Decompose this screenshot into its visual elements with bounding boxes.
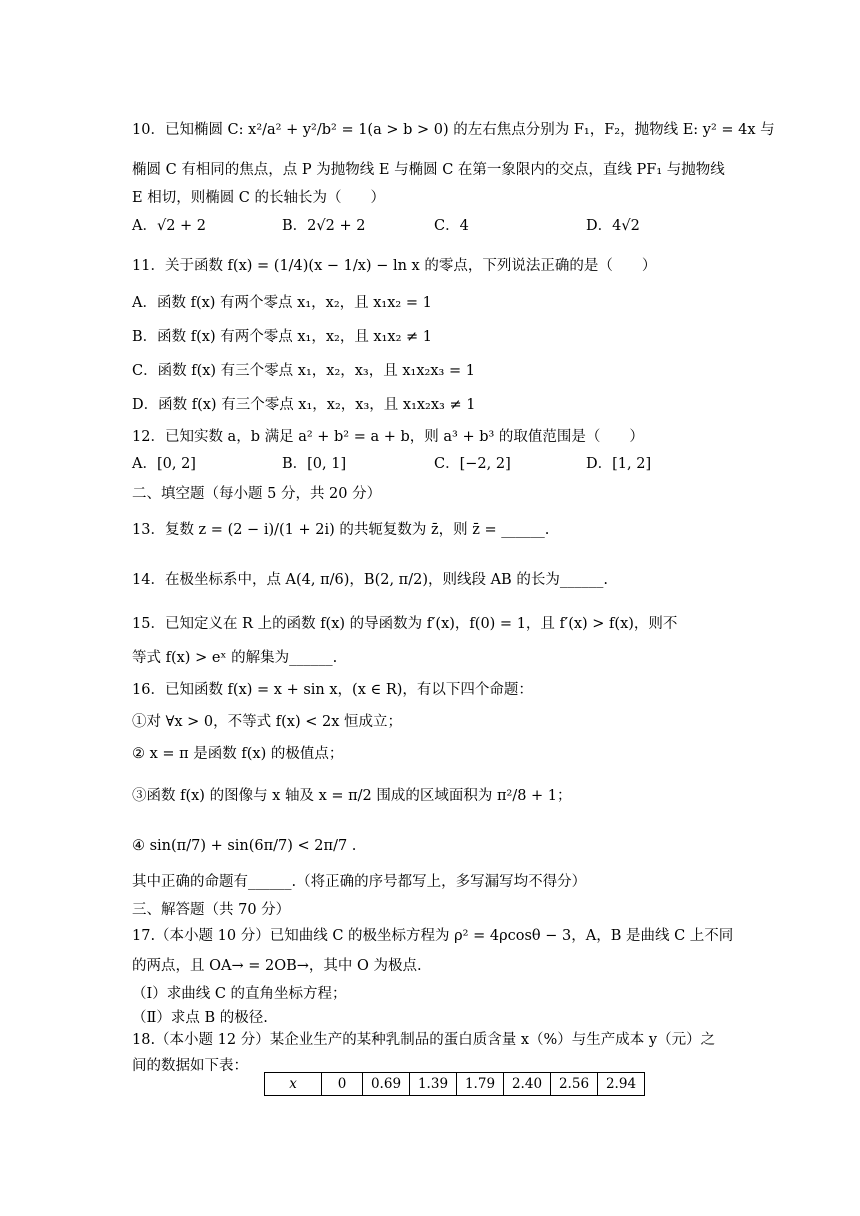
text-line: 12．已知实数 a，b 满足 a² + b² = a + b，则 a³ + b³ 的取值范围是（ ）: [132, 429, 644, 445]
text-line: ①对 ∀x > 0，不等式 f(x) < 2x 恒成立；: [132, 714, 402, 730]
q10-option-b: B．2√2 + 2: [282, 218, 366, 234]
text-line: 其中正确的命题有______.（将正确的序号都写上，多写漏写均不得分）: [132, 874, 587, 890]
table-cell: 2.94: [598, 1073, 645, 1096]
text-line: 15．已知定义在 R 上的函数 f(x) 的导函数为 f′(x)，f(0) = 1，且 f′(x) > f(x)，则不: [132, 616, 678, 632]
section-heading: 三、解答题（共 70 分）: [132, 902, 291, 918]
text-line: 14．在极坐标系中，点 A(4, π/6)，B(2, π/2)，则线段 AB 的长为______.: [132, 572, 608, 588]
q12-option-d: D．[1, 2]: [586, 456, 652, 472]
q12-option-c: C．[−2, 2]: [434, 456, 511, 472]
table-cell: 2.40: [504, 1073, 551, 1096]
table-cell: 0.69: [363, 1073, 410, 1096]
text-line: 椭圆 C 有相同的焦点，点 P 为抛物线 E 与椭圆 C 在第一象限内的交点，直线 PF₁ 与抛物线: [132, 162, 725, 178]
table-cell: 2.56: [551, 1073, 598, 1096]
text-line: 17.（本小题 10 分）已知曲线 C 的极坐标方程为 ρ² = 4ρcosθ − 3，A，B 是曲线 C 上不同: [132, 928, 734, 944]
text-line: 间的数据如下表：: [132, 1058, 248, 1074]
text-line: 13．复数 z = (2 − i)/(1 + 2i) 的共轭复数为 z̄，则 z̄ = ______.: [132, 522, 550, 538]
q10-option-d: D．4√2: [586, 218, 640, 234]
q10-option-c: C．4: [434, 218, 469, 234]
text-line: 11．关于函数 f(x) = (1/4)(x − 1/x) − ln x 的零点，下列说法正确的是（ ）: [132, 258, 657, 274]
section-heading: 二、填空题（每小题 5 分，共 20 分）: [132, 486, 382, 502]
table-cell: 1.39: [410, 1073, 457, 1096]
table-cell: x: [265, 1073, 322, 1096]
q10-option-a: A．√2 + 2: [132, 218, 207, 234]
text-line: D．函数 f(x) 有三个零点 x₁，x₂，x₃，且 x₁x₂x₃ ≠ 1: [132, 397, 476, 413]
text-line: 16．已知函数 f(x) = x + sin x，(x ∈ R)，有以下四个命题：: [132, 682, 533, 698]
q12-option-a: A．[0, 2]: [132, 456, 196, 472]
q12-option-b: B．[0, 1]: [282, 456, 347, 472]
text-line: 的两点，且 OA→ = 2OB→，其中 O 为极点.: [132, 958, 422, 974]
table-row: [265, 1073, 645, 1096]
text-line: A．函数 f(x) 有两个零点 x₁，x₂，且 x₁x₂ = 1: [132, 295, 432, 311]
text-line: 等式 f(x) > eˣ 的解集为______.: [132, 650, 338, 666]
text-line: 10．已知椭圆 C: x²/a² + y²/b² = 1(a > b > 0) 的左右焦点分别为 F₁，F₂，抛物线 E: y² = 4x 与: [132, 122, 775, 138]
data-table: [264, 1072, 645, 1096]
text-line: E 相切，则椭圆 C 的长轴长为（ ）: [132, 190, 386, 206]
text-line: （Ⅱ）求点 B 的极径.: [132, 1010, 268, 1026]
table-cell: 1.79: [457, 1073, 504, 1096]
text-line: 18.（本小题 12 分）某企业生产的某种乳制品的蛋白质含量 x（%）与生产成本 y（元）之: [132, 1032, 716, 1048]
table-cell: 0: [322, 1073, 363, 1096]
text-line: B．函数 f(x) 有两个零点 x₁，x₂，且 x₁x₂ ≠ 1: [132, 329, 433, 345]
text-line: ④ sin(π/7) + sin(6π/7) < 2π/7 .: [132, 838, 357, 854]
text-line: ② x = π 是函数 f(x) 的极值点；: [132, 746, 344, 762]
text-line: ③函数 f(x) 的图像与 x 轴及 x = π/2 围成的区域面积为 π²/8 + 1；: [132, 788, 572, 804]
text-line: C．函数 f(x) 有三个零点 x₁，x₂，x₃，且 x₁x₂x₃ = 1: [132, 363, 475, 379]
text-line: （Ⅰ）求曲线 C 的直角坐标方程；: [132, 986, 347, 1002]
